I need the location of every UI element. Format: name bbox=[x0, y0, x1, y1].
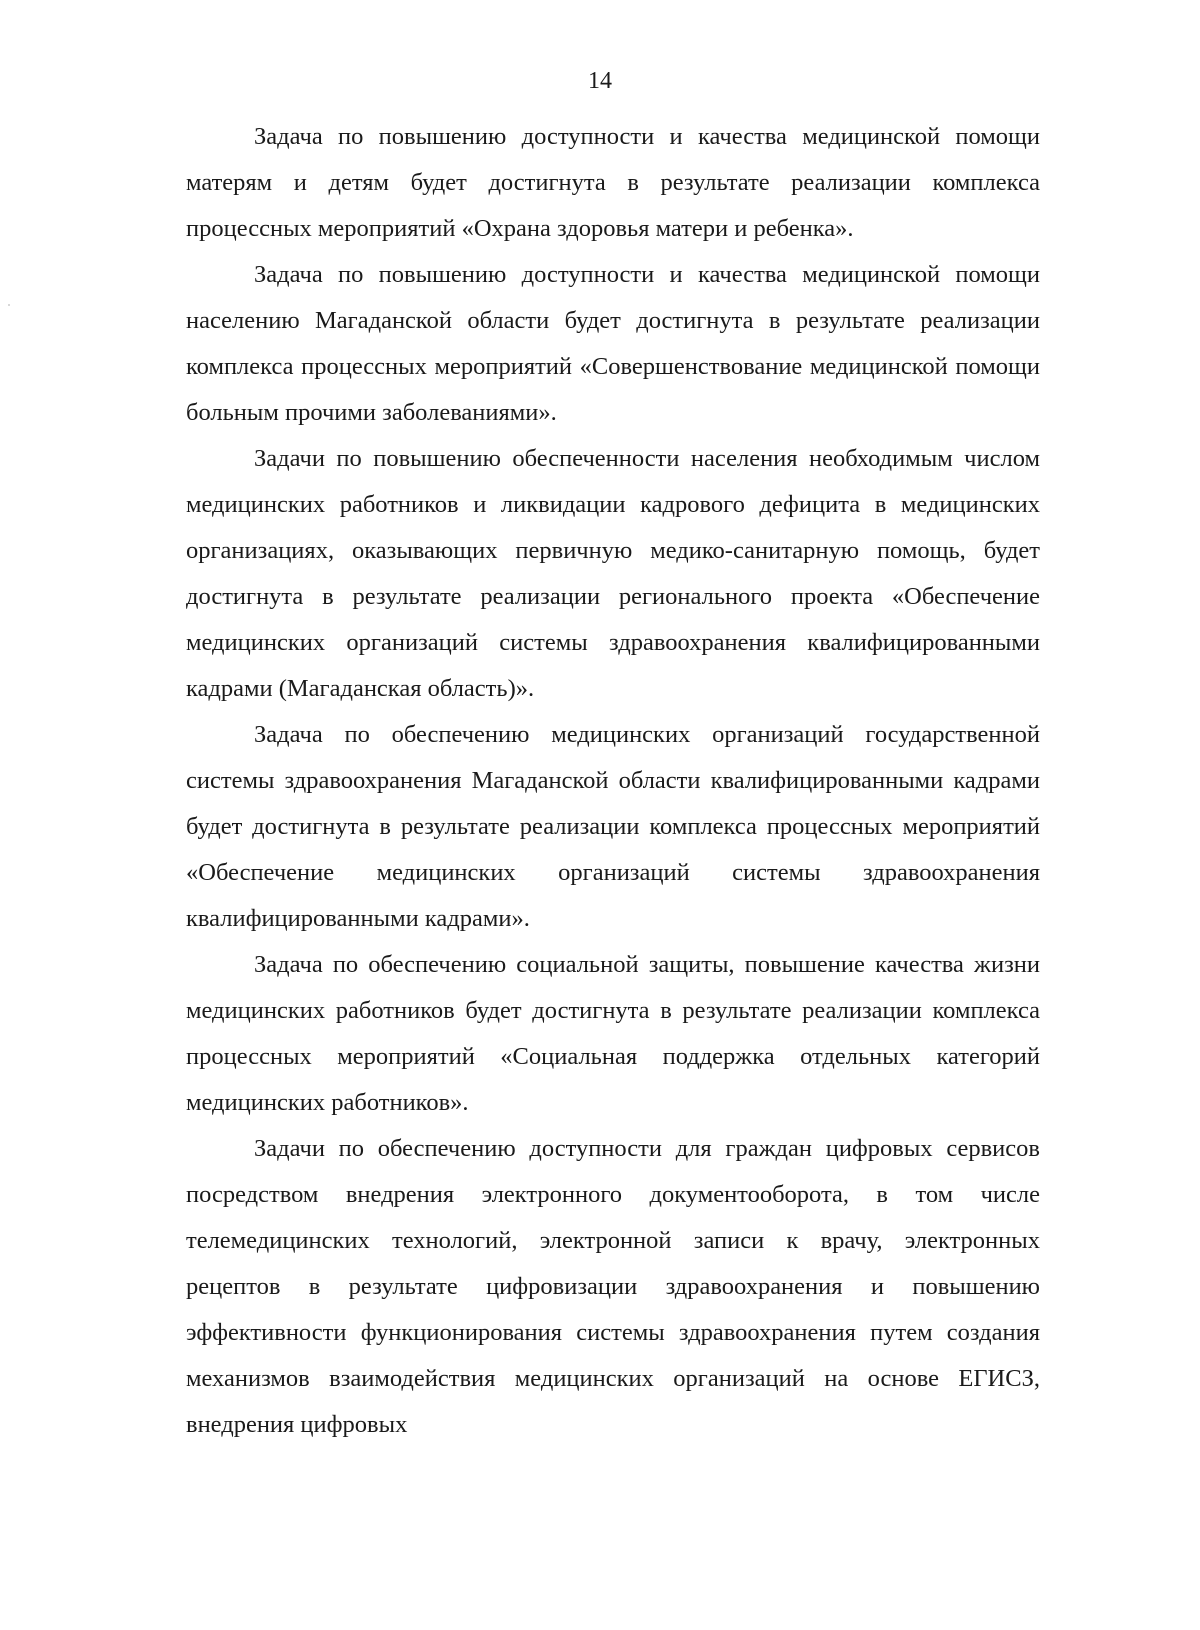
paragraph-social-protection: Задача по обеспечению социальной защиты, повышение качества жизни медицинских работников будет достигнута в результате реализации комплекса процессных мероприятий «Социальная поддержка отдельных категорий медицинских работников». bbox=[186, 951, 1040, 1116]
paragraph-medical-care-population: Задача по повышению доступности и качества медицинской помощи населению Магаданской области будет достигнута в результате реализации комплекса процессных мероприятий «Совершенствование медицинской помощи больным прочими заболеваниями». bbox=[186, 261, 1040, 426]
document-body bbox=[186, 114, 1040, 1448]
paragraph-digital-services: Задачи по обеспечению доступности для граждан цифровых сервисов посредством внедрения электронного документооборота, в том числе телемедицинских технологий, электронной записи к врачу, электронных рецептов в результате цифровизации здравоохранения и повышению эффективности функционирования системы здравоохранения путем создания механизмов взаимодействия медицинских организаций на основе ЕГИСЗ, внедрения цифровых bbox=[186, 1135, 1040, 1438]
paragraph-maternal-child-care: Задача по повышению доступности и качества медицинской помощи матерям и детям будет достигнута в результате реализации комплекса процессных мероприятий «Охрана здоровья матери и ребенка». bbox=[186, 123, 1040, 242]
page-number: 14 bbox=[588, 68, 612, 94]
scan-artifact bbox=[8, 304, 10, 306]
paragraph-staffing-shortage: Задачи по повышению обеспеченности населения необходимым числом медицинских работников и ликвидации кадрового дефицита в медицинских организациях, оказывающих первичную медико-санитарную помощь, будет достигнута в результате реализации регионального проекта «Обеспечение медицинских организаций системы здравоохранения квалифицированными кадрами (Магаданская область)». bbox=[186, 445, 1040, 702]
paragraph-qualified-personnel: Задача по обеспечению медицинских организаций государственной системы здравоохранения Магаданской области квалифицированными кадрами будет достигнута в результате реализации комплекса процессных мероприятий «Обеспечение медицинских организаций системы здравоохранения квалифицированными кадрами». bbox=[186, 721, 1040, 932]
